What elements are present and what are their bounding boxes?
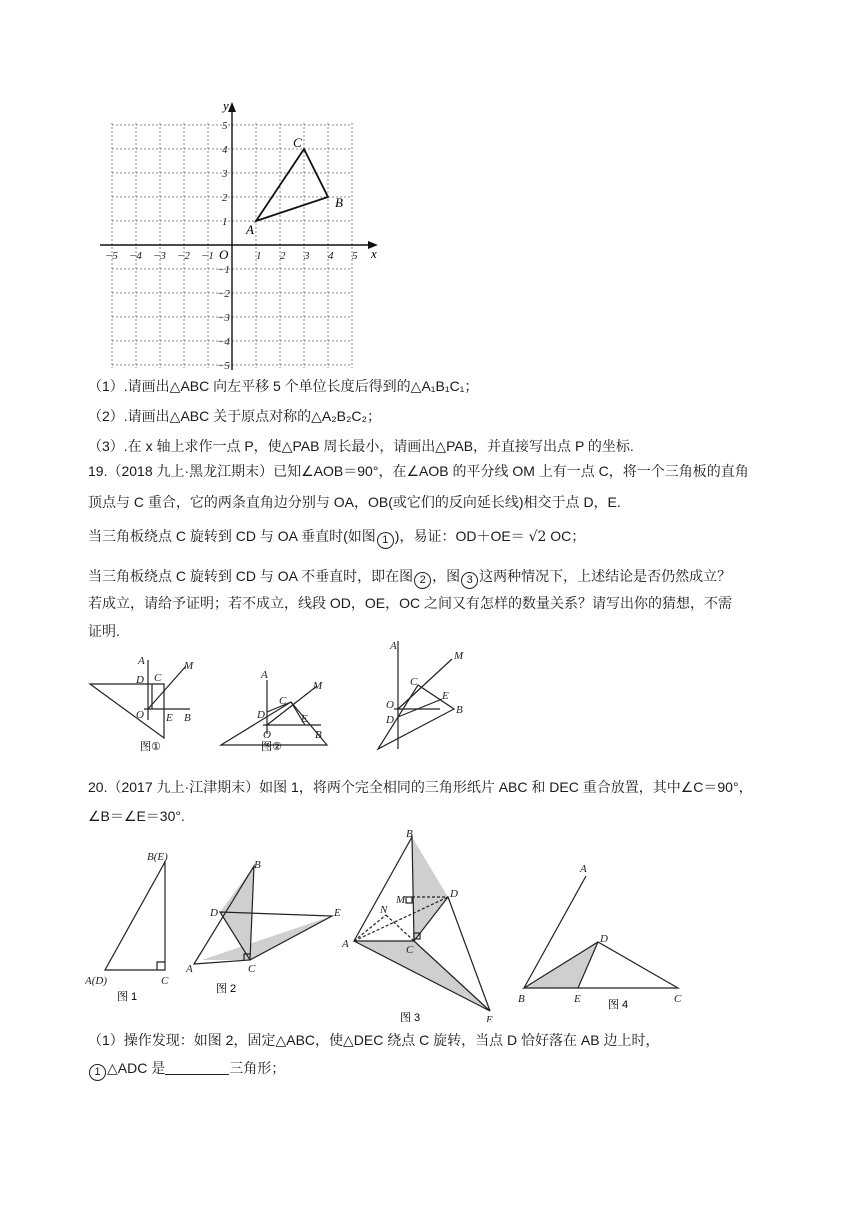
x-tick-label: 2 bbox=[280, 250, 286, 262]
svg-text:D: D bbox=[600, 933, 608, 945]
svg-text:A: A bbox=[390, 640, 397, 652]
svg-text:C: C bbox=[674, 993, 682, 1005]
svg-text:C: C bbox=[248, 963, 256, 975]
svg-text:B(E): B(E) bbox=[147, 851, 168, 863]
svg-text:A: A bbox=[580, 863, 587, 875]
svg-text:M: M bbox=[396, 894, 406, 906]
point-a-label: A bbox=[246, 222, 254, 237]
triangle-abc bbox=[256, 149, 328, 221]
q19-line1: 19.（2018 九上·黑龙江期末）已知∠AOB＝90°，在∠AOB 的平分线 OM 上有一点 C，将一个三角板的直角 bbox=[88, 463, 749, 479]
y-axis-arrow-icon bbox=[228, 102, 236, 112]
q19-line4-a: 当三角板绕点 C 旋转到 CD 与 OA 不垂直时，即在图 bbox=[88, 568, 414, 584]
figure-caption: 图② bbox=[261, 741, 282, 752]
q19-line2: 顶点与 C 重合，它的两条直角边分别与 OA，OB(或它们的反向延长线)相交于点 D，E. bbox=[88, 494, 621, 510]
q18-part1: （1）.请画出△ABC 向左平移 5 个单位长度后得到的△A₁B₁C₁； bbox=[88, 378, 479, 394]
svg-text:B: B bbox=[254, 859, 261, 871]
q19-figure-1 bbox=[86, 652, 210, 752]
figure-caption: 图 3 bbox=[400, 1012, 421, 1022]
origin-label: O bbox=[219, 247, 229, 262]
y-tick-label: −3 bbox=[217, 312, 230, 324]
svg-text:D: D bbox=[210, 907, 218, 919]
svg-text:C: C bbox=[154, 672, 162, 684]
svg-text:D: D bbox=[136, 674, 144, 686]
q19-line4-c: 这两种情况下，上述结论是否仍然成立？ bbox=[479, 568, 732, 584]
svg-text:C: C bbox=[406, 944, 414, 956]
x-tick-label: −1 bbox=[201, 250, 214, 262]
y-tick-label: 3 bbox=[222, 168, 228, 180]
svg-text:D: D bbox=[450, 888, 458, 900]
q20-item1-b: 三角形； bbox=[229, 1060, 286, 1076]
svg-text:E: E bbox=[334, 907, 341, 919]
svg-text:D: D bbox=[257, 709, 265, 721]
circled-number: 1 bbox=[377, 532, 394, 549]
svg-text:B: B bbox=[406, 828, 413, 840]
y-axis-label: y bbox=[223, 98, 229, 113]
sqrt2: √2 bbox=[528, 529, 547, 545]
q20-figure-1 bbox=[85, 838, 195, 1013]
svg-text:E: E bbox=[574, 993, 581, 1005]
svg-text:A: A bbox=[186, 963, 193, 975]
x-tick-label: 5 bbox=[352, 250, 358, 262]
q20-figure-3 bbox=[340, 827, 500, 1022]
figure-caption: 图① bbox=[140, 741, 161, 752]
svg-text:A: A bbox=[138, 655, 145, 667]
circled-number: 3 bbox=[461, 572, 478, 589]
q20-part1: （1）操作发现：如图 2，固定△ABC，使△DEC 绕点 C 旋转，当点 D 恰好落在 AB 边上时， bbox=[88, 1032, 660, 1048]
x-tick-label: −5 bbox=[105, 250, 118, 262]
q20-item1-a: △ADC 是 bbox=[107, 1060, 166, 1076]
answer-blank[interactable] bbox=[165, 1060, 229, 1075]
x-tick-label: −2 bbox=[177, 250, 190, 262]
q18-part2: （2）.请画出△ABC 关于原点对称的△A₂B₂C₂； bbox=[88, 408, 381, 424]
svg-text:B: B bbox=[315, 729, 322, 741]
svg-text:O: O bbox=[263, 729, 271, 741]
y-tick-label: −2 bbox=[217, 288, 230, 300]
q20-figure-2 bbox=[184, 840, 344, 1005]
svg-text:B: B bbox=[184, 712, 191, 724]
figure-caption: 图 2 bbox=[216, 983, 237, 995]
point-c-label: C bbox=[293, 135, 302, 150]
svg-text:E: E bbox=[442, 690, 449, 702]
svg-text:E: E bbox=[166, 712, 173, 724]
svg-text:D: D bbox=[386, 714, 394, 726]
svg-text:E: E bbox=[486, 1014, 493, 1022]
svg-text:B: B bbox=[518, 993, 525, 1005]
svg-text:E: E bbox=[301, 713, 308, 725]
y-tick-label: 5 bbox=[222, 120, 228, 132]
q19-figure-2 bbox=[217, 642, 341, 752]
y-tick-label: −4 bbox=[217, 336, 230, 348]
q19-figure-3 bbox=[370, 637, 480, 752]
svg-text:A(D): A(D) bbox=[85, 975, 107, 987]
q20-line2: ∠B＝∠E＝30°. bbox=[88, 808, 185, 824]
q20-figure-4 bbox=[518, 830, 698, 1010]
coordinate-grid-figure bbox=[95, 98, 385, 373]
circled-number: 2 bbox=[414, 572, 431, 589]
svg-text:O: O bbox=[386, 699, 394, 711]
svg-text:A: A bbox=[342, 938, 349, 950]
y-tick-label: 4 bbox=[222, 144, 228, 156]
svg-text:A: A bbox=[261, 669, 268, 681]
q20-line1: 20.（2017 九上·江津期末）如图 1，将两个完全相同的三角形纸片 ABC 和 DEC 重合放置，其中∠C＝90°， bbox=[88, 779, 753, 795]
q19-line4 bbox=[88, 566, 731, 589]
q20-part1-item1 bbox=[88, 1058, 285, 1081]
svg-text:C: C bbox=[279, 695, 287, 707]
y-tick-label: 1 bbox=[222, 216, 228, 228]
svg-text:C: C bbox=[410, 676, 418, 688]
x-tick-label: 4 bbox=[328, 250, 334, 262]
svg-text:M: M bbox=[454, 650, 464, 662]
q19-line3-d: OC； bbox=[550, 528, 586, 544]
point-b-label: B bbox=[335, 195, 343, 210]
q19-line3-a: 当三角板绕点 C 旋转到 CD 与 OA 垂直时(如图 bbox=[88, 528, 376, 544]
svg-text:C: C bbox=[161, 975, 169, 987]
x-tick-label: 1 bbox=[256, 250, 262, 262]
svg-text:M: M bbox=[313, 680, 323, 692]
x-tick-label: −3 bbox=[153, 250, 166, 262]
svg-text:O: O bbox=[136, 709, 144, 721]
y-tick-label: 2 bbox=[222, 192, 228, 204]
circled-number: 1 bbox=[89, 1064, 106, 1081]
svg-text:B: B bbox=[456, 704, 463, 716]
q19-line5: 若成立，请给予证明；若不成立，线段 OD，OE，OC 之间又有怎样的数量关系？请写出你的猜想，不需 bbox=[88, 595, 733, 611]
x-tick-label: −4 bbox=[129, 250, 142, 262]
q18-part3: （3）.在 x 轴上求作一点 P，使△PAB 周长最小，请画出△PAB，并直接写出点 P 的坐标. bbox=[88, 438, 634, 454]
svg-text:M: M bbox=[184, 660, 194, 672]
q19-line3-c: )，易证：OD＋OE＝ bbox=[394, 528, 525, 544]
q19-line3 bbox=[88, 526, 585, 549]
figure-caption: 图 4 bbox=[608, 999, 629, 1010]
y-tick-label: −5 bbox=[217, 360, 230, 372]
q19-line6: 证明. bbox=[88, 623, 120, 639]
figure-caption: 图 1 bbox=[117, 991, 138, 1003]
q19-line4-b: ，图 bbox=[432, 568, 461, 584]
svg-text:N: N bbox=[380, 904, 388, 916]
x-tick-label: 3 bbox=[304, 250, 310, 262]
y-tick-label: −1 bbox=[217, 264, 230, 276]
x-axis-label: x bbox=[371, 246, 377, 261]
